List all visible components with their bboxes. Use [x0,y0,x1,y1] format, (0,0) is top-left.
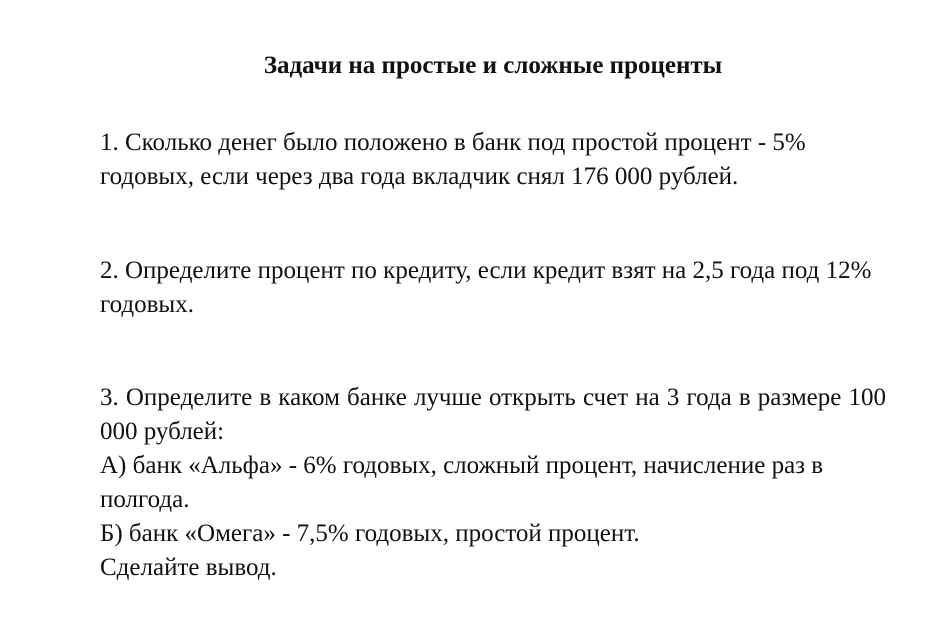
task-3-conclusion: Сделайте вывод. [100,554,277,581]
task-1 [100,126,886,194]
task-3-option-a: А) банк «Альфа» - 6% годовых, сложный процент, начисление раз в полгода. [100,452,824,513]
task-1-text: 1. Сколько денег было положено в банк под простой процент - 5% годовых, если через два года вкладчик снял 176 000 рублей. [100,129,806,190]
task-2-text: 2. Определите процент по кредиту, если кредит взят на 2,5 года под 12% годовых. [100,257,872,318]
task-3 [100,381,886,585]
task-3-question: 3. Определите в каком банке лучше открыть счет на 3 года в размере 100 000 рублей: [100,384,886,445]
task-2 [100,254,886,322]
document-title: Задачи на простые и сложные проценты [263,52,723,79]
task-3-option-b: Б) банк «Омега» - 7,5% годовых, простой процент. [100,520,640,547]
